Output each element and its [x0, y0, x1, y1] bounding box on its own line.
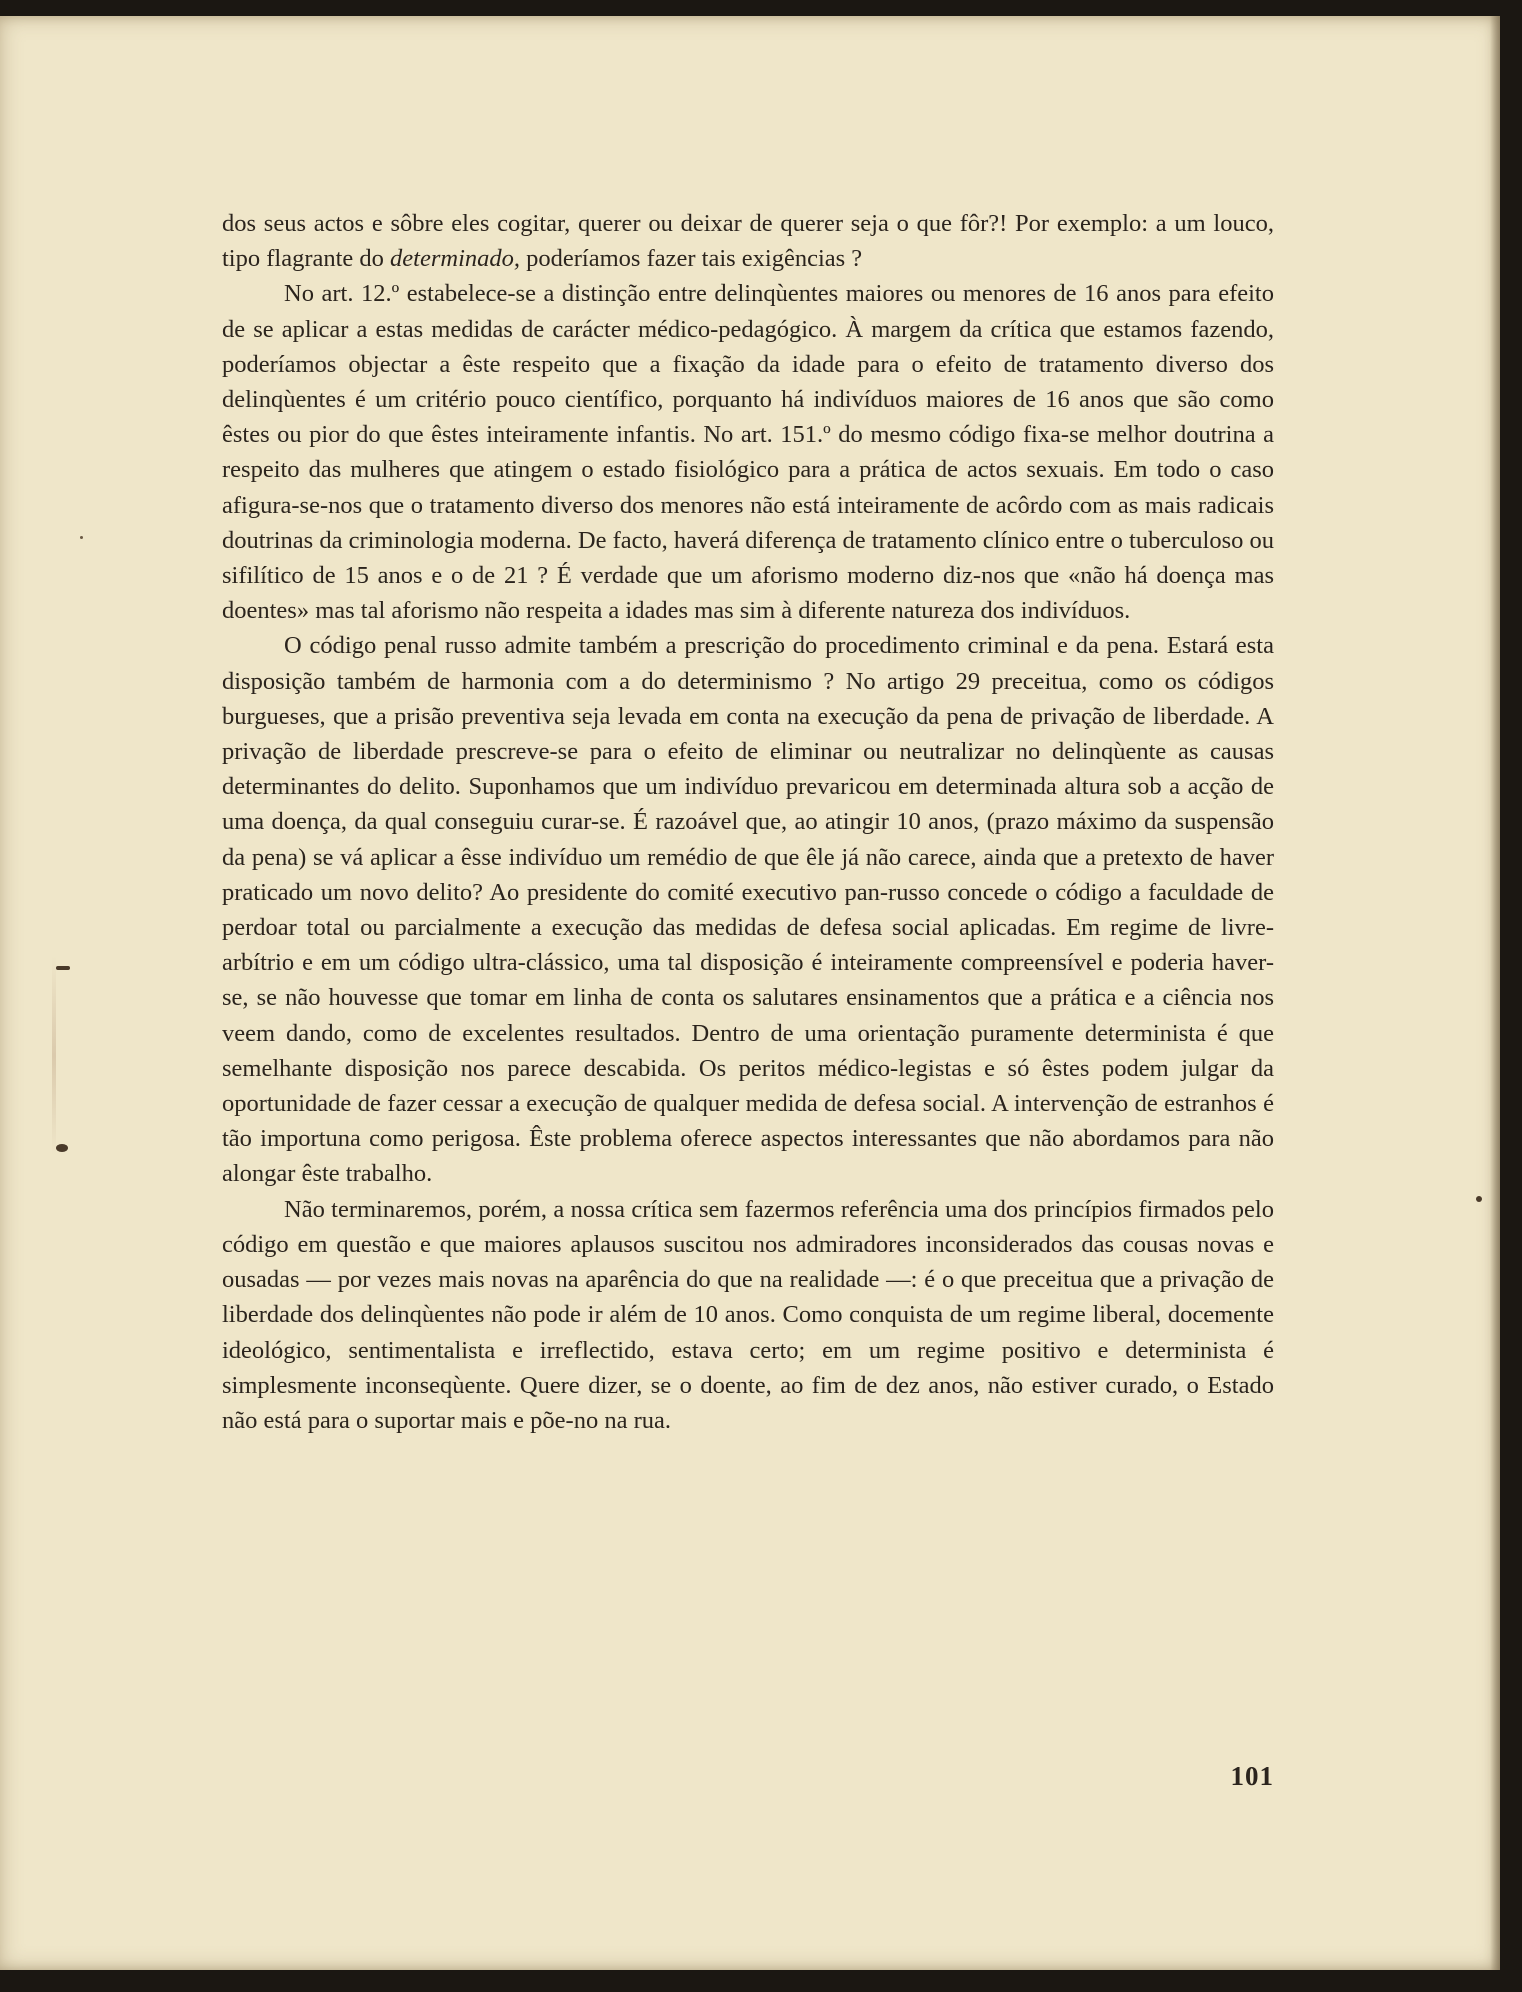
paragraph-1 [222, 206, 1274, 276]
left-margin-dot [80, 536, 83, 539]
paragraph-3: O código penal russo admite também a prescrição do procedimento criminal e da pena. Estará esta disposição também de harmonia com a do determinismo ? No artigo 29 preceitua, como os códigos burgueses, que a prisão preventiva seja levada em conta na execução da pena de privação de liberdade. A privação de liberdade prescreve-se para o efeito de eliminar ou neutralizar no delinqùente as causas determinantes do delito. Suponhamos que um indivíduo prevaricou em determinada altura sob a acção de uma doença, da qual conseguiu curar-se. É razoável que, ao atingir 10 anos, (prazo máximo da suspensão da pena) se vá aplicar a êsse indivíduo um remédio de que êle já não carece, ainda que a pretexto de haver praticado um novo delito? Ao presidente do comité executivo pan-russo concede o código a faculdade de perdoar total ou parcialmente a execução das medidas de defesa social aplicadas. Em regime de livre-arbítrio e em um código ultra-clássico, uma tal disposição é inteiramente compreensível e poderia haver-se, se não houvesse que tomar em linha de conta os salutares ensinamentos que a prática e a ciência nos veem dando, como de excelentes resultados. Dentro de uma orientação puramente determinista é que semelhante disposição nos parece descabida. Os peritos médico-legistas e só êstes podem julgar da oportunidade de fazer cessar a execução de qualquer medida de defesa social. A intervenção de estranhos é tão importuna como perigosa. Êste problema oferece aspectos interessantes que não abordamos para não alongar êste trabalho. [222, 632, 1274, 1188]
margin-mark-bottom [56, 1144, 68, 1152]
book-page [0, 16, 1500, 1970]
paragraph-1-start: dos seus actos e sôbre eles cogitar, querer ou deixar de querer seja o que fôr?! Por exemplo: a um louco, tipo flagrante do [222, 210, 1274, 273]
right-margin-dot [1476, 1196, 1482, 1202]
body-text [222, 206, 1274, 1438]
italic-term: determinado, [390, 245, 521, 273]
page-edge-shadow [1490, 16, 1500, 1970]
page-number: 101 [1230, 1761, 1274, 1791]
margin-fold-line [52, 956, 56, 1156]
margin-mark-top [56, 966, 70, 970]
paragraph-4: Não terminaremos, porém, a nossa crítica sem fazermos referência uma dos princípios firmados pelo código em questão e que maiores aplausos suscitou nos admiradores inconsiderados das cousas novas e ousadas — por vezes mais novas na aparência do que na realidade —: é o que preceitua que a privação de liberdade dos delinqùentes não pode ir além de 10 anos. Como conquista de um regime liberal, docemente ideológico, sentimentalista e irreflectido, estava certo; em um regime positivo e determinista é simplesmente inconseqùente. Quere dizer, se o doente, ao fim de dez anos, não estiver curado, o Estado não está para o suportar mais e põe-no na rua. [222, 1195, 1274, 1434]
paragraph-2: No art. 12.º estabelece-se a distinção entre delinqùentes maiores ou menores de 16 anos para efeito de se aplicar a estas medidas de carácter médico-pedagógico. À margem da crítica que estamos fazendo, poderíamos objectar a êste respeito que a fixação da idade para o efeito de tratamento diverso dos delinqùentes é um critério pouco científico, porquanto há indivíduos maiores de 16 anos que são como êstes ou pior do que êstes inteiramente infantis. No art. 151.º do mesmo código fixa-se melhor doutrina a respeito das mulheres que atingem o estado fisiológico para a prática de actos sexuais. Em todo o caso afigura-se-nos que o tratamento diverso dos menores não está inteiramente de acôrdo com as mais radicais doutrinas da criminologia moderna. De facto, haverá diferença de tratamento clínico entre o tuberculoso ou sifilítico de 15 anos e o de 21 ? É verdade que um aforismo moderno diz-nos que «não há doença mas doentes» mas tal aforismo não respeita a idades mas sim à diferente natureza dos indivíduos. [222, 280, 1274, 625]
paragraph-1-end: poderíamos fazer tais exigências ? [520, 245, 863, 273]
